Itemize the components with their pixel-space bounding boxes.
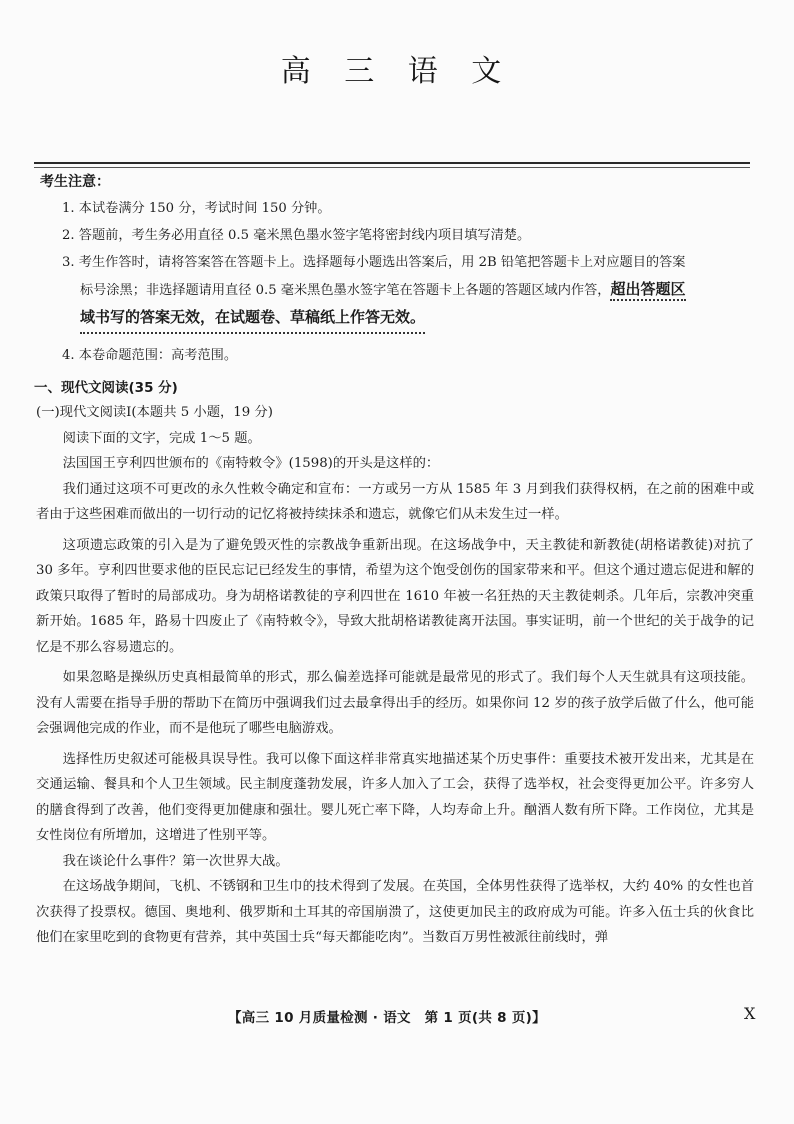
paragraph-6: 我在谈论什么事件？第一次世界大战。 <box>62 853 289 869</box>
notice-emphasis-1: 超出答题区 <box>610 280 685 301</box>
notice-item-3-text: 标号涂黑；非选择题请用直径 0.5 毫米黑色墨水签字笔在答题卡上各题的答题区域内作答， <box>80 283 611 298</box>
paragraph-5: 选择性历史叙述可能极具误导性。我可以像下面这样非常真实地描述某个历史事件：重要技术被开发出来，尤其是在交通运输、餐具和个人卫生领域。民主制度蓬勃发展，许多人加入了工会，获得了选举权，社会变得更加公平。许多穷人的膳食得到了改善，他们变得更加健康和强壮。婴儿死亡率下降，人均寿命上升。酗酒人数有所下降。工作岗位，尤其是女性岗位有所增加，这增进了性别平等。 <box>36 751 754 843</box>
header-rule-thin <box>34 167 750 168</box>
exam-title: 高 三 语 文 <box>280 54 514 89</box>
paragraph-2: 我们通过这项不可更改的永久性敕令确定和宣布：一方或另一方从 1585 年 3 月到我们获得权柄，在之前的困难中或者由于这些困难而做出的一切行动的记忆将被持续抹杀和遗忘，就像它们从未发生过一样。 <box>36 481 754 522</box>
paragraph-4: 如果忽略是操纵历史真相最简单的形式，那么偏差选择可能就是最常见的形式了。我们每个人天生就具有这项技能。没有人需要在指导手册的帮助下在简历中强调我们过去最拿得出手的经历。如果你问 12 岁的孩子放学后做了什么，他可能会强调他完成的作业，而不是他玩了哪些电脑游戏。 <box>36 670 754 736</box>
instruction: 阅读下面的文字，完成 1～5 题。 <box>62 430 261 446</box>
sub-heading: (一)现代文阅读Ⅰ(本题共 5 小题，19 分) <box>36 405 273 420</box>
page-footer: 【高三 10 月质量检测 · 语文 第 1 页(共 8 页)】 <box>228 1010 546 1026</box>
paper-code: X <box>744 1004 756 1023</box>
reading-passage <box>36 400 754 951</box>
notice-heading: 考生注意： <box>40 174 110 190</box>
paragraph-1: 法国国王亨利四世颁布的《南特敕令》(1598)的开头是这样的： <box>62 456 440 471</box>
notice-item-3-line2 <box>62 276 752 304</box>
notice-item-3-line1: 3. 考生作答时，请将答案答在答题卡上。选择题每小题选出答案后，用 2B 铅笔把答题卡上对应题目的答案 <box>62 255 686 270</box>
paragraph-3: 这项遗忘政策的引入是为了避免毁灭性的宗教战争重新出现。在这场战争中，天主教徒和新教徒(胡格诺教徒)对抗了 30 多年。亨利四世要求他的臣民忘记已经发生的事情，希望为这个饱受创伤的国家带来和平。但这个通过遗忘促进和解的政策只取得了暂时的局部成功。身为胡格诺教徒的亨利四世在 1610 年被一名狂热的天主教徒刺杀。几年后，宗教冲突重新开始。1685 年，路易十四废止了《南特敕令》，导致大批胡格诺教徒离开法国。事实证明，前一个世纪的关于战争的记忆是不那么容易遗忘的。 <box>36 537 754 655</box>
paragraph-7: 在这场战争期间，飞机、不锈钢和卫生巾的技术得到了发展。在英国，全体男性获得了选举权，大约 40% 的女性也首次获得了投票权。德国、奥地利、俄罗斯和土耳其的帝国崩溃了，这使更加民主的政府成为可能。许多入伍士兵的伙食比他们在家里吃到的食物更有营养，其中英国士兵“每天都能吃肉”。当数百万男性被派往前线时，弹 <box>36 879 754 945</box>
header-rule-thick <box>34 162 750 164</box>
notice-item-1: 1. 本试卷满分 150 分，考试时间 150 分钟。 <box>62 201 331 216</box>
notice-item-4: 4. 本卷命题范围：高考范围。 <box>62 348 238 363</box>
section-heading: 一、现代文阅读(35 分) <box>34 380 178 396</box>
notice-item-3 <box>62 249 752 334</box>
notice-emphasis-2: 域书写的答案无效，在试题卷、草稿纸上作答无效。 <box>80 304 425 334</box>
notice-list <box>62 195 752 369</box>
notice-item-2: 2. 答题前，考生务必用直径 0.5 毫米黑色墨水签字笔将密封线内项目填写清楚。 <box>62 228 531 243</box>
